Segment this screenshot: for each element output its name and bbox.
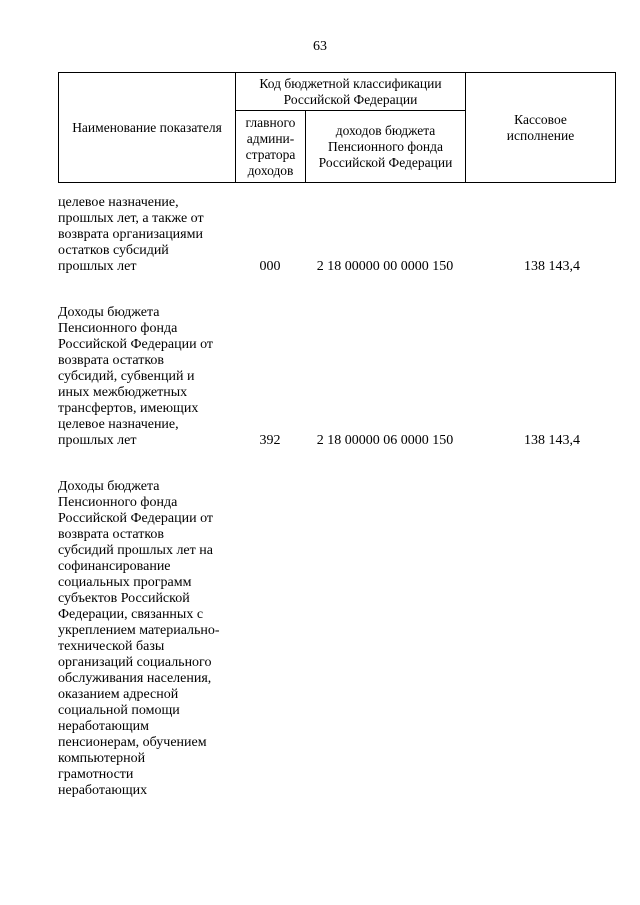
column-header-code-group: Код бюджетной классификации Российской Федерации (236, 73, 466, 111)
admin-code: 392 (259, 433, 281, 448)
column-header-admin-code: главного админи-стратора доходов (236, 111, 306, 183)
income-code: 2 18 00000 00 0000 150 (316, 259, 454, 274)
amount: 138 143,4 (524, 259, 580, 274)
amount: 138 143,4 (524, 433, 580, 448)
indicator-name: Доходы бюджета Пенсионного фонда Российской Федерации от возврата остатков субсидий, субвенций и иных межбюджетных трансфертов, имеющих целевое назначение, прошлых лет (58, 305, 214, 448)
table-row (58, 305, 615, 449)
indicator-name: Доходы бюджета Пенсионного фонда Российской Федерации от возврата остатков субсидий прошлых лет на софинансирование социальных программ субъектов Российской Федерации, связанных с укреплением материально- технической базы организаций социального обслуживания населения, оказанием адресной социальной помощи неработающим пенсионерам, обучением компьютерной грамотности неработающих (58, 479, 220, 798)
table-header (58, 72, 616, 183)
admin-code: 000 (259, 259, 281, 274)
indicator-name: целевое назначение, прошлых лет, а также от возврата организациями остатков субсидий прошлых лет (58, 195, 204, 274)
page-number: 63 (313, 39, 327, 54)
column-header-name: Наименование показателя (59, 73, 236, 183)
column-header-amount: Кассовое исполнение (466, 73, 616, 183)
income-code: 2 18 00000 06 0000 150 (316, 433, 454, 448)
column-header-income-code: доходов бюджета Пенсионного фонда Российской Федерации (306, 111, 466, 183)
table-row (58, 195, 615, 275)
table-body (58, 195, 615, 799)
table-row (58, 479, 615, 799)
